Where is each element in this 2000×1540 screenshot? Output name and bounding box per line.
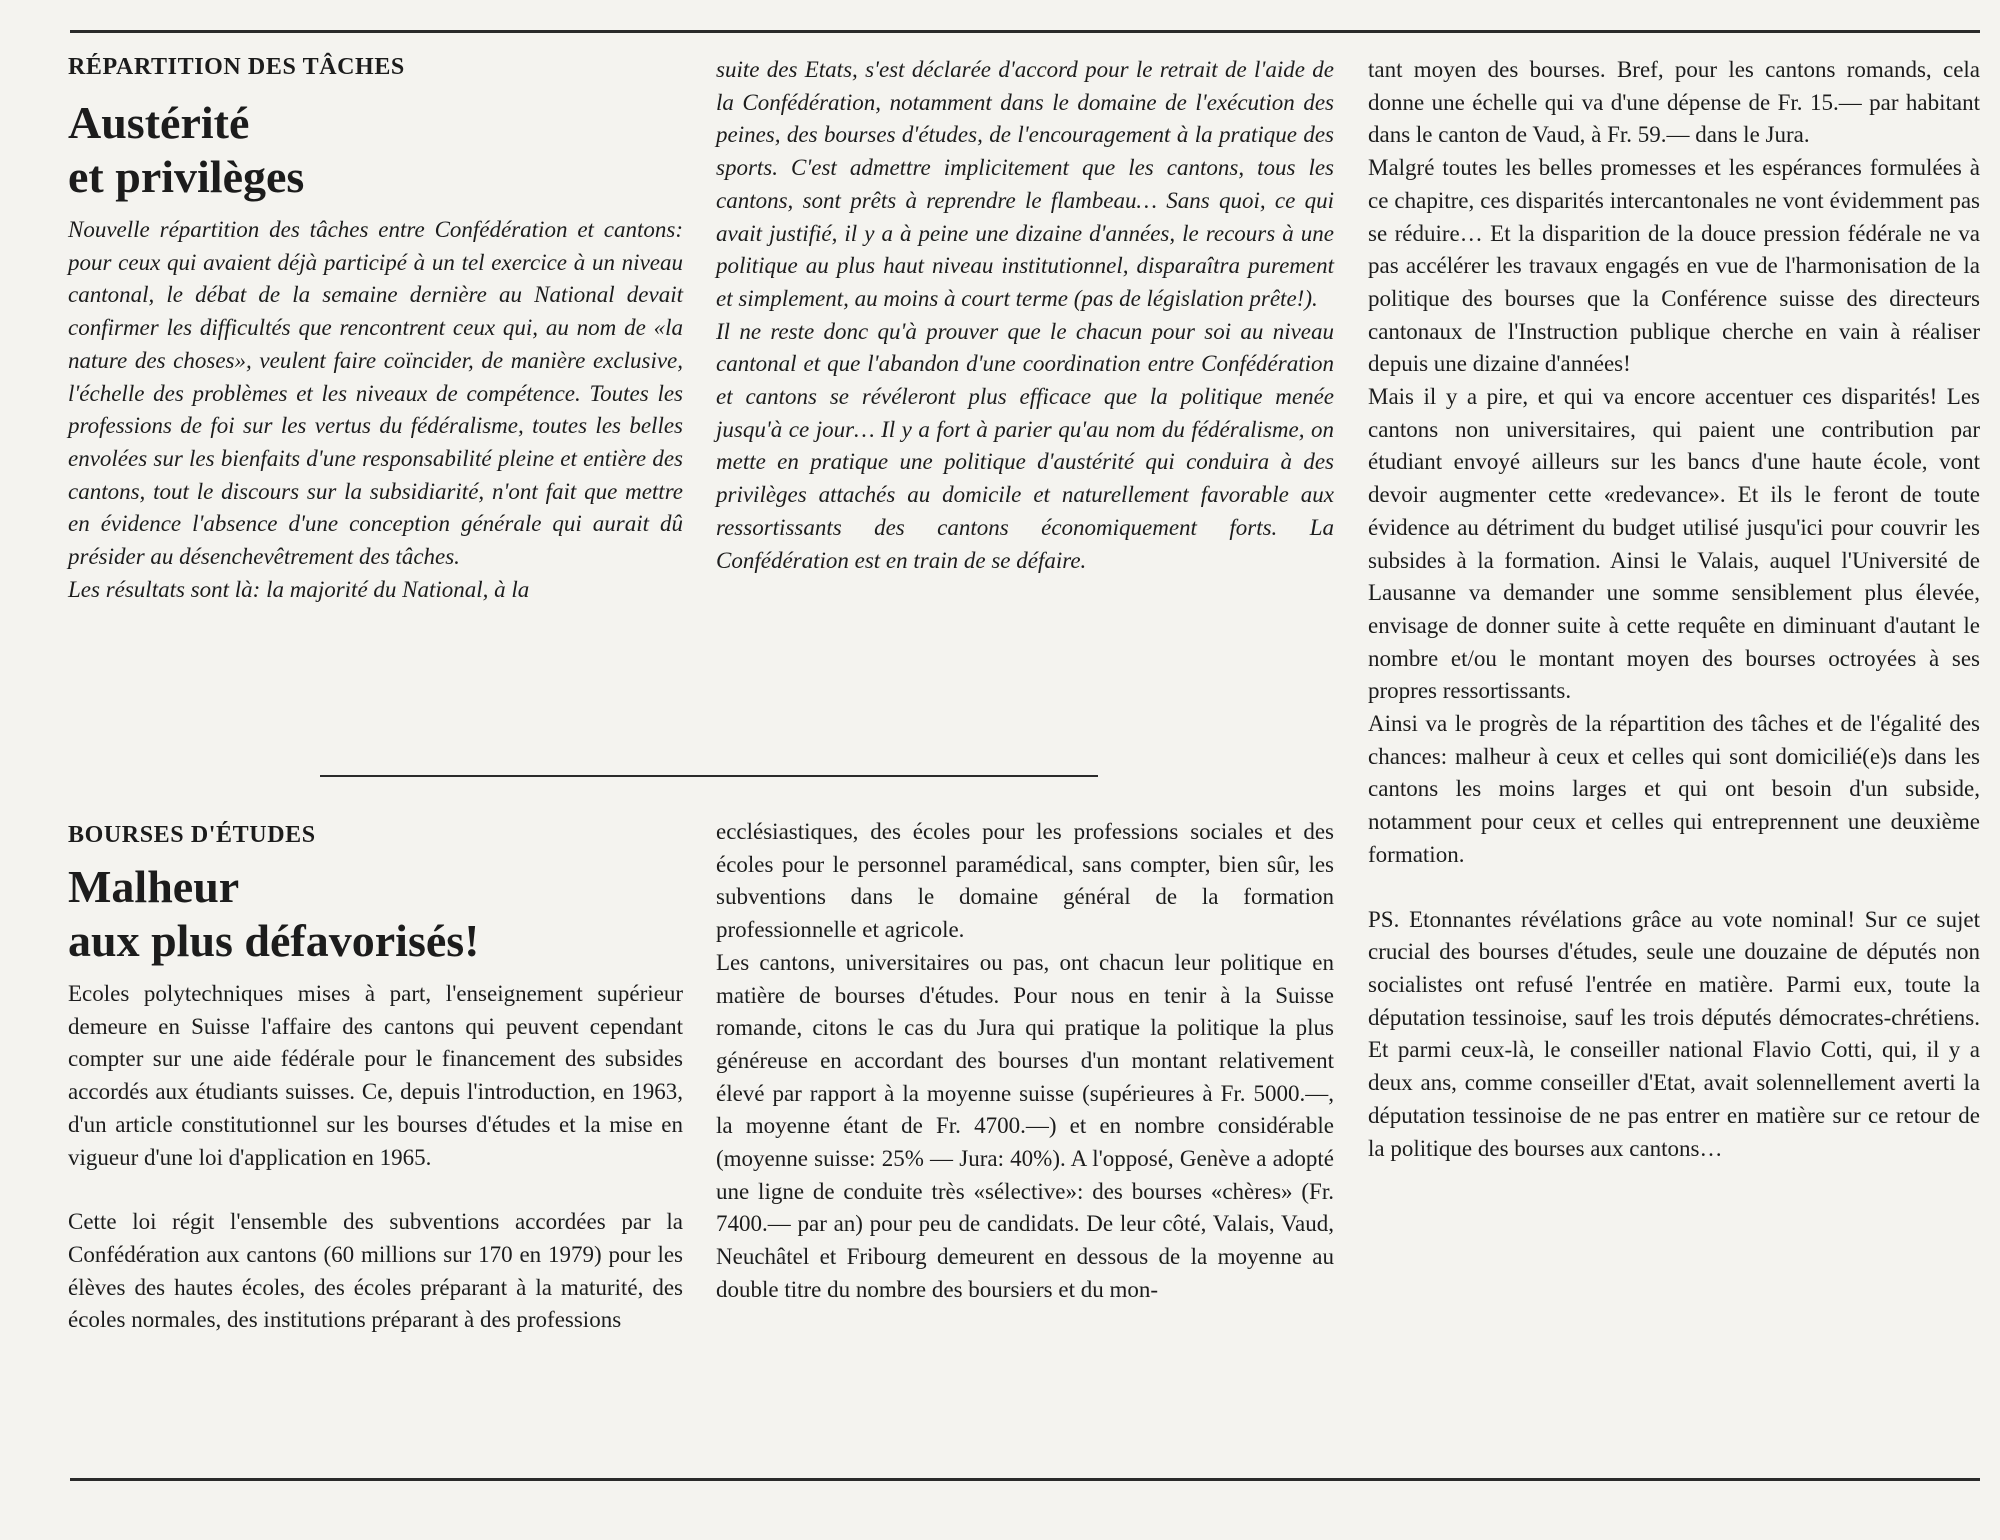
middle-rule [320, 775, 1098, 777]
article1-paragraph: Nouvelle répartition des tâches entre Confédération et cantons: pour ceux qui avaient déjà participé à un tel exercice à un niveau cantonal, le débat de la semaine dernière au National devait confirmer les difficultés que rencontrent ceux qui, au nom de «la nature des choses», veulent faire coïncider, de manière exclusive, l'échelle des problèmes et les niveaux de compétence. Toutes les professions de foi sur les vertus du fédéralisme, toutes les belles envolées sur les bienfaits d'une responsabilité pleine et entière des cantons, tout le discours sur la subsidiarité, n'ont fait que mettre en évidence l'absence d'une conception générale qui aurait dû présider au désenchevêtrement des tâches. [68, 217, 683, 570]
article1-column1 [68, 52, 683, 606]
article2-column2 [716, 816, 1334, 1307]
article1-headline-line1: Austérité [68, 97, 250, 148]
article2-paragraph: Mais il y a pire, et qui va encore accentuer ces disparités! Les cantons non universitaires, qui paient une contribution par étudiant envoyé ailleurs sur les bancs d'une haute école, vont devoir augmenter cette «redevance». Et ils le feront de toute évidence au détriment du budget utilisé jusqu'ici pour couvrir les subsides à la formation. Ainsi le Valais, auquel l'Université de Lausanne va demander une somme sensiblement plus élevée, envisage de donner suite à cette requête en diminuant d'autant le nombre et/ou le montant moyen des bourses octroyées à ses propres ressortissants. [1368, 384, 1980, 704]
article1-paragraph: Il ne reste donc qu'à prouver que le chacun pour soi au niveau cantonal et que l'abandon d'une coordination entre Confédération et cantons se révéleront plus efficace que la politique menée jusqu'à ce jour… Il y a fort à parier qu'au nom du fédéralisme, on mette en pratique une politique d'austérité qui conduira à des privilèges attachés au domicile et naturellement favorable aux ressortissants des cantons économiquement forts. La Confédération est en train de se défaire. [716, 318, 1334, 573]
article2-paragraph: ecclésiastiques, des écoles pour les professions sociales et des écoles pour le personnel paramédical, sans compter, bien sûr, les subventions dans le domaine général de la formation professionnelle et agricole. [716, 819, 1334, 943]
article2-paragraph: tant moyen des bourses. Bref, pour les cantons romands, cela donne une échelle qui va d'une dépense de Fr. 15.— par habitant dans le canton de Vaud, à Fr. 59.— dans le Jura. [1368, 57, 1980, 148]
article2-column1 [68, 820, 683, 1337]
article1-paragraph: Les résultats sont là: la majorité du National, à la [68, 576, 530, 602]
article1-headline [68, 96, 683, 204]
article2-postscript: PS. Etonnantes révélations grâce au vote nominal! Sur ce sujet crucial des bourses d'études, seule une douzaine de députés non socialistes ont refusé l'entrée en matière. Parmi eux, toute la députation tessinoise, sauf les trois députés démocrates-chrétiens. Et parmi ceux-là, le conseiller national Flavio Cotti, qui, il y a deux ans, comme conseiller d'Etat, avait solennellement averti la députation tessinoise de ne pas entrer en matière sur ce retour de la politique des bourses aux cantons… [1368, 906, 1980, 1161]
article1-kicker: RÉPARTITION DES TÂCHES [68, 54, 405, 80]
article1-column2 [716, 54, 1334, 577]
article2-paragraph: Malgré toutes les belles promesses et les espérances formulées à ce chapitre, ces disparités intercantonales ne vont évidemment pas se réduire… Et la disparition de la douce pression fédérale ne va pas accélérer les travaux engagés en vue de l'harmonisation de la politique des bourses que la Conférence suisse des directeurs cantonaux de l'Instruction publique cherche en vain à réaliser depuis une dizaine d'années! [1368, 155, 1980, 377]
bottom-rule [70, 1478, 1980, 1481]
article2-paragraph: Ecoles polytechniques mises à part, l'enseignement supérieur demeure en Suisse l'affaire des cantons qui peuvent cependant compter sur une aide fédérale pour le financement des subsides accordés aux étudiants suisses. Ce, depuis l'introduction, en 1963, d'un article constitutionnel sur les bourses d'études et la mise en vigueur d'une loi d'application en 1965. [68, 981, 683, 1170]
article2-headline [68, 860, 683, 968]
article2-paragraph: Cette loi régit l'ensemble des subventions accordées par la Confédération aux cantons (60 millions sur 170 en 1979) pour les élèves des hautes écoles, des écoles préparant à la maturité, des écoles normales, des institutions préparant à des professions [68, 1209, 683, 1333]
article2-paragraph: Ainsi va le progrès de la répartition des tâches et de l'égalité des chances: malheur à ceux et celles qui sont domicilié(e)s dans les cantons les moins larges et qui ont besoin d'un subside, notamment pour ceux et celles qui entreprennent une deuxième formation. [1368, 711, 1980, 867]
article2-paragraph: Les cantons, universitaires ou pas, ont chacun leur politique en matière de bourses d'études. Pour nous en tenir à la Suisse romande, citons le cas du Jura qui pratique la politique la plus généreuse en accordant des bourses d'un montant relativement élevé par rapport à la moyenne suisse (supérieures à Fr. 5000.—, la moyenne étant de Fr. 4700.—) et en nombre considérable (moyenne suisse: 25% — Jura: 40%). A l'opposé, Genève a adopté une ligne de conduite très «sélective»: des bourses «chères» (Fr. 7400.— par an) pour peu de candidats. De leur côté, Valais, Vaud, Neuchâtel et Fribourg demeurent en dessous de la moyenne au double titre du nombre des boursiers et du mon- [716, 949, 1334, 1302]
article2-headline-line2: aux plus défavorisés! [68, 915, 480, 966]
article1-headline-line2: et privilèges [68, 151, 305, 202]
article2-headline-line1: Malheur [68, 861, 240, 912]
top-rule [70, 30, 1980, 33]
article1-paragraph: suite des Etats, s'est déclarée d'accord pour le retrait de l'aide de la Confédération, notamment dans le domaine de l'exécution des peines, des bourses d'études, de l'encouragement à la pratique des sports. C'est admettre implicitement que les cantons, tous les cantons, sont prêts à reprendre le flambeau… Sans quoi, ce qui avait justifié, il y a à peine une dizaine d'années, le recours à une politique au plus haut niveau institutionnel, disparaîtra purement et simplement, au moins à court terme (pas de législation prête!). [716, 57, 1334, 311]
paragraph-gap [1368, 872, 1980, 904]
article2-column3 [1368, 54, 1980, 1165]
paragraph-gap [68, 1174, 683, 1206]
article2-kicker: BOURSES D'ÉTUDES [68, 822, 316, 848]
